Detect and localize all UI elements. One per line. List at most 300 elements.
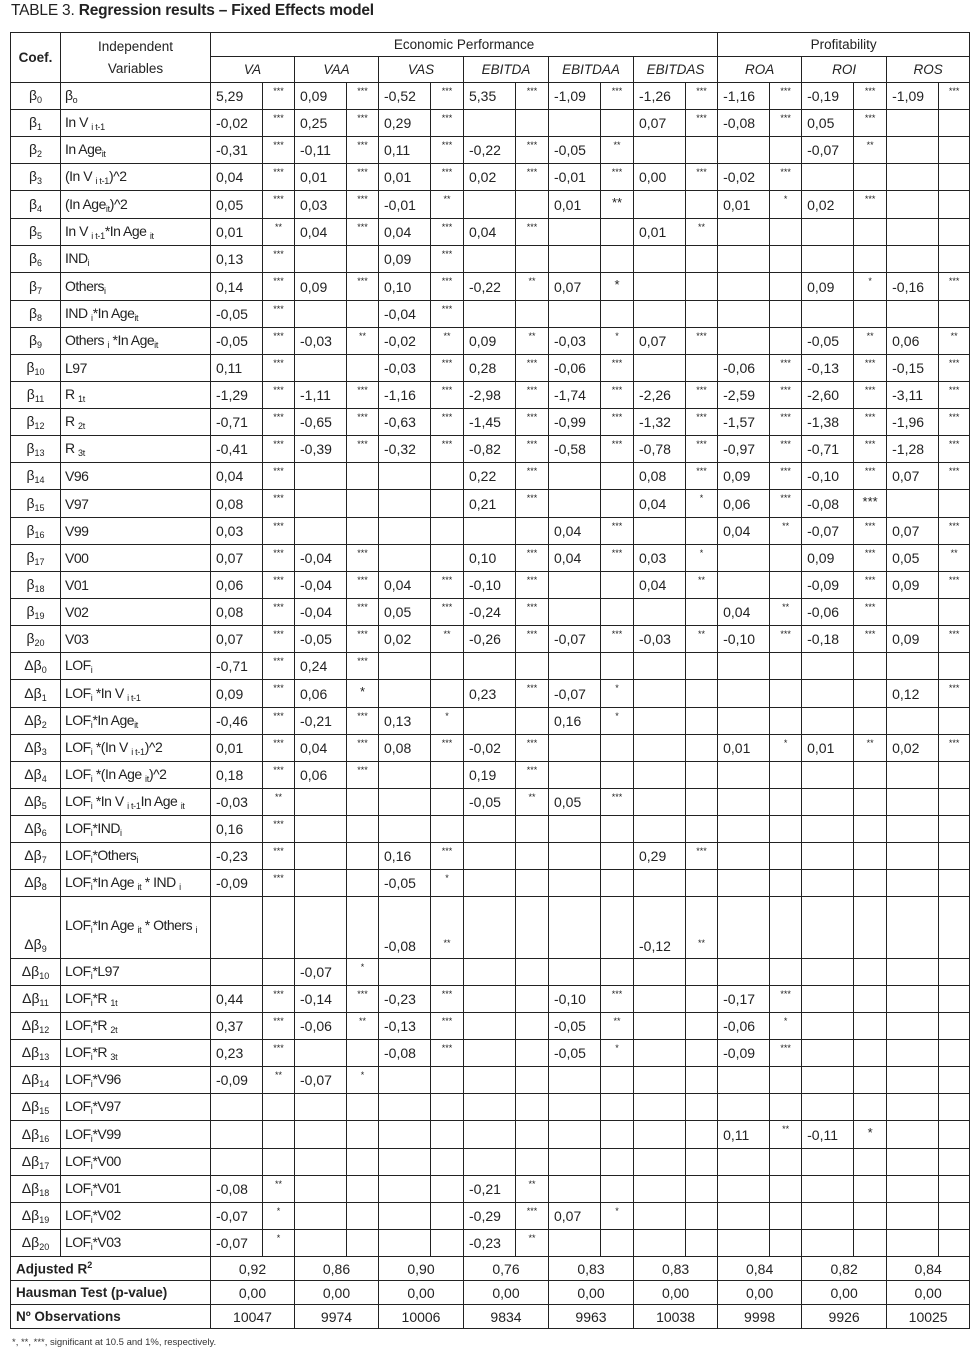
coefficient-value-ebitdaa: -0,03 — [549, 328, 601, 355]
coefficient-value-ebitda — [464, 653, 516, 680]
table-row — [11, 1149, 970, 1176]
significance-stars-vaa — [347, 518, 379, 545]
column-header-vaa: VAA — [295, 57, 379, 83]
significance-stars-vas — [431, 653, 464, 680]
coefficient-value-roi: 0,02 — [802, 191, 854, 219]
variable-subscript: it — [180, 801, 185, 811]
coef-cell — [11, 301, 61, 328]
variable-text: LOF — [65, 1180, 91, 1196]
significance-stars-vas: *** — [431, 1040, 464, 1067]
coefficient-value-va: 0,09 — [211, 680, 263, 708]
coef-subscript: 9 — [41, 944, 47, 954]
coefficient-value-ros — [887, 1121, 939, 1149]
coef-subscript: 17 — [34, 557, 45, 567]
coef-subscript: 6 — [41, 828, 47, 838]
coefficient-value-vaa: 0,04 — [295, 735, 347, 762]
coefficient-value-roi: -0,06 — [802, 599, 854, 626]
coefficient-value-ros: -1,09 — [887, 83, 939, 110]
coefficient-value-vas — [379, 1176, 431, 1203]
coefficient-value-ebitdaa: -0,99 — [549, 409, 601, 436]
coefficient-value-ros — [887, 110, 939, 137]
significance-stars-vaa: *** — [347, 653, 379, 680]
coef-symbol: Δβ — [21, 1180, 40, 1196]
coefficient-value-va: 0,07 — [211, 545, 263, 572]
variable-cell — [61, 490, 211, 518]
coefficient-value-ros — [887, 897, 939, 959]
significance-stars-ebitda — [516, 843, 549, 870]
variable-text: V03 — [65, 631, 89, 647]
significance-stars-ros — [939, 1176, 970, 1203]
significance-stars-roi — [854, 762, 887, 789]
coefficient-value-ebitdaa — [549, 219, 601, 246]
significance-stars-ebitdaa — [601, 653, 634, 680]
coefficient-value-ros: 0,07 — [887, 463, 939, 490]
significance-stars-ros — [939, 653, 970, 680]
coefficient-value-ebitda: -2,98 — [464, 382, 516, 409]
variable-text: R — [65, 386, 78, 402]
coefficient-value-vaa: 0,03 — [295, 191, 347, 219]
significance-stars-ebitda — [516, 816, 549, 843]
variable-subscript: i — [136, 855, 139, 865]
coef-symbol: β — [28, 223, 38, 239]
coefficient-value-va: -0,23 — [211, 843, 263, 870]
coefficient-value-roa: -0,08 — [718, 110, 770, 137]
significance-stars-va: *** — [263, 382, 295, 409]
coefficient-value-roa: 0,01 — [718, 191, 770, 219]
significance-stars-ebitda: *** — [516, 490, 549, 518]
significance-stars-va: *** — [263, 301, 295, 328]
coefficient-value-ebitdas: 0,07 — [634, 110, 686, 137]
variable-subscript: i — [90, 998, 93, 1008]
variable-subscript: it — [105, 203, 110, 214]
coefficient-value-vas: 0,04 — [379, 572, 431, 599]
variable-text: β — [65, 87, 73, 103]
significance-stars-ebitdas: *** — [686, 110, 718, 137]
coefficient-value-ebitdas — [634, 1040, 686, 1067]
coef-cell — [11, 599, 61, 626]
coefficient-value-roi — [802, 1094, 854, 1121]
coefficient-value-vas: -0,63 — [379, 409, 431, 436]
coefficient-value-va: 0,07 — [211, 626, 263, 653]
coefficient-value-va: 0,06 — [211, 572, 263, 599]
coefficient-value-ebitdaa: -0,01 — [549, 164, 601, 191]
coefficient-value-vaa — [295, 490, 347, 518]
significance-stars-vaa: ** — [347, 328, 379, 355]
coefficient-value-va: -0,09 — [211, 870, 263, 897]
variable-subscript: i — [90, 1133, 93, 1144]
coefficient-value-vas: 0,02 — [379, 626, 431, 653]
significance-stars-ros — [939, 191, 970, 219]
table-row — [11, 986, 970, 1013]
variable-text: *R — [92, 1044, 111, 1060]
significance-stars-roa: *** — [770, 986, 802, 1013]
coefficient-value-roi — [802, 897, 854, 959]
variable-subscript: it — [137, 882, 142, 892]
table-row — [11, 328, 970, 355]
coefficient-value-vas: -0,52 — [379, 83, 431, 110]
coef-subscript: 7 — [37, 285, 43, 296]
coefficient-value-roa: -0,17 — [718, 986, 770, 1013]
significance-stars-vas: *** — [431, 110, 464, 137]
coefficient-value-vaa: -0,04 — [295, 545, 347, 572]
coefficient-value-roi — [802, 959, 854, 986]
significance-stars-vaa: *** — [347, 735, 379, 762]
coefficient-value-va: -0,31 — [211, 137, 263, 164]
variable-text: *Others — [92, 847, 137, 863]
variable-text: LOF — [65, 766, 91, 782]
significance-stars-va: *** — [263, 986, 295, 1013]
variable-subscript: it — [134, 720, 138, 730]
significance-stars-vas — [431, 959, 464, 986]
coefficient-value-vas: 0,09 — [379, 246, 431, 273]
coef-cell — [11, 355, 61, 382]
significance-stars-vas — [431, 490, 464, 518]
significance-stars-ebitdas — [686, 1203, 718, 1230]
coefficient-value-ros — [887, 191, 939, 219]
coefficient-value-vaa: -0,06 — [295, 1013, 347, 1040]
variable-text: *(In V — [92, 739, 132, 755]
variable-text: V01 — [65, 577, 89, 593]
coef-symbol: Δβ — [21, 1017, 40, 1033]
significance-stars-ros — [939, 1203, 970, 1230]
significance-stars-ebitda: *** — [516, 164, 549, 191]
coefficient-value-vaa: -0,04 — [295, 572, 347, 599]
significance-stars-ebitdaa: *** — [601, 436, 634, 463]
coefficient-value-roa — [718, 1094, 770, 1121]
significance-stars-vas — [431, 463, 464, 490]
significance-stars-ebitda — [516, 301, 549, 328]
coefficient-value-roa — [718, 545, 770, 572]
coefficient-value-roa — [718, 653, 770, 680]
coefficient-value-roi — [802, 1149, 854, 1176]
significance-stars-vas: *** — [431, 219, 464, 246]
significance-stars-va: *** — [263, 83, 295, 110]
significance-stars-va: *** — [263, 246, 295, 273]
coef-subscript: 5 — [41, 801, 47, 811]
coefficient-value-roi: -0,07 — [802, 137, 854, 164]
significance-stars-ebitdas: ** — [686, 572, 718, 599]
variable-subscript: i — [90, 855, 93, 865]
significance-stars-roi — [854, 301, 887, 328]
coef-symbol: β — [26, 549, 35, 565]
significance-stars-va: *** — [263, 164, 295, 191]
coefficient-value-roa — [718, 328, 770, 355]
significance-stars-ros — [939, 816, 970, 843]
significance-stars-ebitdaa: * — [601, 328, 634, 355]
significance-stars-ebitdas — [686, 1094, 718, 1121]
stats-value-vaa: 0,86 — [295, 1257, 379, 1281]
coefficient-value-roi: -0,13 — [802, 355, 854, 382]
coefficient-value-roa: -0,06 — [718, 355, 770, 382]
coefficient-value-va: -0,07 — [211, 1230, 263, 1257]
variable-text: *In Age — [92, 874, 138, 890]
coefficient-value-vas: 0,29 — [379, 110, 431, 137]
coefficient-value-ros: 0,07 — [887, 518, 939, 545]
significance-stars-ebitdas — [686, 789, 718, 816]
significance-stars-vas — [431, 789, 464, 816]
coef-subscript: 12 — [34, 421, 45, 431]
significance-stars-roa: *** — [770, 355, 802, 382]
coefficient-value-roa — [718, 572, 770, 599]
variable-text: )^2 — [148, 766, 167, 782]
coefficient-value-vas: 0,04 — [379, 219, 431, 246]
significance-stars-va — [263, 1094, 295, 1121]
coefficient-value-roa: -0,97 — [718, 436, 770, 463]
coefficient-value-ebitdaa — [549, 1121, 601, 1149]
coef-cell — [11, 1121, 61, 1149]
significance-stars-roi — [854, 1203, 887, 1230]
significance-stars-vaa: *** — [347, 572, 379, 599]
significance-stars-roi — [854, 1013, 887, 1040]
column-header-ebitda: EBITDA — [464, 57, 549, 83]
coef-subscript: 17 — [39, 1161, 50, 1171]
coef-symbol: Δβ — [21, 1234, 40, 1250]
coefficient-value-ebitdaa — [549, 959, 601, 986]
stats-value-roi: 9926 — [802, 1305, 887, 1329]
coef-symbol: β — [28, 87, 38, 103]
coefficient-value-vas: -0,05 — [379, 870, 431, 897]
variable-cell — [61, 436, 211, 463]
significance-stars-roi — [854, 897, 887, 959]
variable-subscript: i — [90, 828, 93, 838]
significance-stars-ros — [939, 110, 970, 137]
variable-text: *V96 — [92, 1071, 121, 1087]
significance-stars-ebitdaa — [601, 246, 634, 273]
column-header-ebitdaa: EBITDAA — [549, 57, 634, 83]
coef-subscript: 19 — [39, 1215, 50, 1225]
significance-stars-roa — [770, 1149, 802, 1176]
coef-symbol: Δβ — [21, 1125, 40, 1142]
stats-value-roa: 0,84 — [718, 1257, 802, 1281]
significance-stars-ebitda — [516, 959, 549, 986]
significance-stars-ebitdaa: ** — [601, 137, 634, 164]
coef-subscript: 14 — [34, 475, 45, 485]
significance-stars-roa — [770, 1094, 802, 1121]
variable-text: *L97 — [92, 963, 120, 979]
variable-text: *V97 — [92, 1098, 121, 1114]
coef-symbol: β — [28, 141, 38, 157]
significance-stars-vaa: *** — [347, 110, 379, 137]
coefficient-value-vaa: -0,07 — [295, 1067, 347, 1094]
significance-stars-ebitdas — [686, 762, 718, 789]
significance-stars-ros: *** — [939, 572, 970, 599]
variable-subscript: o — [72, 95, 78, 105]
significance-stars-roi — [854, 708, 887, 735]
variable-cell — [61, 1121, 211, 1149]
coefficient-value-ebitdaa: -0,06 — [549, 355, 601, 382]
coefficient-value-ebitdaa — [549, 1230, 601, 1257]
coefficient-value-ebitda: -0,05 — [464, 789, 516, 816]
significance-stars-ebitdaa: ** — [601, 1013, 634, 1040]
stats-value-ros: 0,84 — [887, 1257, 970, 1281]
coefficient-value-ros — [887, 762, 939, 789]
significance-stars-ros — [939, 986, 970, 1013]
variable-subscript: i t-1 — [91, 231, 105, 241]
coef-cell — [11, 1094, 61, 1121]
coefficient-value-ebitdas — [634, 653, 686, 680]
significance-stars-roa: *** — [770, 409, 802, 436]
variable-text: R — [65, 413, 78, 429]
coefficient-value-vaa — [295, 843, 347, 870]
significance-stars-ebitdas — [686, 986, 718, 1013]
significance-stars-ros: *** — [939, 735, 970, 762]
coefficient-value-vas — [379, 959, 431, 986]
significance-stars-vas: ** — [431, 897, 464, 959]
variable-cell — [61, 816, 211, 843]
significance-stars-ebitdaa — [601, 110, 634, 137]
variable-text: R — [65, 440, 78, 456]
variable-text: L97 — [65, 360, 87, 376]
significance-stars-vas — [431, 518, 464, 545]
variable-cell — [61, 110, 211, 137]
significance-stars-roi: * — [854, 273, 887, 301]
significance-stars-ros — [939, 599, 970, 626]
significance-stars-vas: *** — [431, 83, 464, 110]
coef-subscript: 13 — [34, 448, 45, 458]
coefficient-value-ros: -0,16 — [887, 273, 939, 301]
stats-value-ros: 0,00 — [887, 1281, 970, 1305]
coef-symbol: Δβ — [24, 847, 42, 863]
coefficient-value-roa: -1,57 — [718, 409, 770, 436]
table-row — [11, 273, 970, 301]
coefficient-value-ros — [887, 164, 939, 191]
header-variables-line2: Variables — [107, 60, 164, 76]
coefficient-value-vaa — [295, 518, 347, 545]
coef-subscript: 1 — [37, 122, 43, 132]
significance-stars-ebitda: *** — [516, 680, 549, 708]
variable-text: LOF — [65, 1207, 91, 1223]
coef-cell — [11, 870, 61, 897]
table-row — [11, 816, 970, 843]
coefficient-value-ebitdas — [634, 1013, 686, 1040]
coef-symbol: Δβ — [21, 1153, 40, 1169]
significance-stars-ebitda: *** — [516, 219, 549, 246]
coefficient-value-ebitdas: -0,78 — [634, 436, 686, 463]
significance-stars-ebitdas — [686, 301, 718, 328]
coefficient-value-ebitdaa — [549, 762, 601, 789]
coefficient-value-ebitda — [464, 1094, 516, 1121]
significance-stars-roi — [854, 789, 887, 816]
coefficient-value-ebitdas: 0,01 — [634, 219, 686, 246]
significance-stars-roa — [770, 843, 802, 870]
coefficient-value-roi — [802, 1013, 854, 1040]
coefficient-value-vaa: -1,11 — [295, 382, 347, 409]
coefficient-value-va: -0,07 — [211, 1203, 263, 1230]
coefficient-value-vaa: 0,09 — [295, 273, 347, 301]
coef-symbol: β — [26, 386, 35, 402]
coef-symbol: β — [26, 359, 35, 375]
coefficient-value-vas: -0,02 — [379, 328, 431, 355]
table-row — [11, 83, 970, 110]
significance-stars-vas — [431, 1067, 464, 1094]
significance-stars-ebitdaa — [601, 843, 634, 870]
significance-stars-ebitda: *** — [516, 355, 549, 382]
coefficient-value-ebitda — [464, 843, 516, 870]
coefficient-value-vas — [379, 816, 431, 843]
significance-stars-ebitdaa: * — [601, 1203, 634, 1230]
coefficient-value-roa — [718, 762, 770, 789]
variable-subscript: i — [107, 340, 110, 350]
variable-text: *V00 — [92, 1153, 121, 1169]
coef-cell — [11, 191, 61, 219]
variable-text: In Age — [140, 793, 181, 809]
variable-text: In V — [65, 223, 92, 239]
significance-stars-vas: *** — [431, 735, 464, 762]
table-row — [11, 301, 970, 328]
coefficient-value-vas — [379, 1121, 431, 1149]
coefficient-value-ros — [887, 246, 939, 273]
coef-subscript: 2 — [37, 149, 43, 159]
significance-stars-ebitdas — [686, 1040, 718, 1067]
variable-text: (In Age — [65, 195, 106, 212]
coefficient-value-vas: -0,13 — [379, 1013, 431, 1040]
variable-subscript: i t-1 — [91, 122, 105, 132]
coefficient-value-ebitdas: 0,03 — [634, 545, 686, 572]
coefficient-value-ebitdaa: -1,09 — [549, 83, 601, 110]
significance-stars-ebitdas — [686, 1121, 718, 1149]
coefficient-value-roa — [718, 897, 770, 959]
coefficient-value-vas — [379, 518, 431, 545]
table-row — [11, 762, 970, 789]
variable-cell — [61, 382, 211, 409]
table-row — [11, 409, 970, 436]
stats-value-ebitdaa: 0,00 — [549, 1281, 634, 1305]
coefficient-value-ebitda — [464, 110, 516, 137]
coefficient-value-ebitdaa — [549, 653, 601, 680]
significance-stars-vas: *** — [431, 986, 464, 1013]
significance-stars-roi — [854, 680, 887, 708]
coef-cell — [11, 518, 61, 545]
coefficient-value-roa: -1,16 — [718, 83, 770, 110]
coefficient-value-ebitdas: 0,07 — [634, 328, 686, 355]
significance-stars-va: *** — [263, 816, 295, 843]
significance-stars-roi — [854, 1067, 887, 1094]
stats-value-ros: 10025 — [887, 1305, 970, 1329]
coef-subscript: 12 — [39, 1025, 50, 1035]
variable-text: LOF — [65, 1044, 91, 1060]
significance-stars-ebitda: ** — [516, 328, 549, 355]
header-variables-line1: Independent — [97, 38, 174, 54]
coef-symbol: Δβ — [24, 793, 42, 809]
coefficient-value-ebitda: -1,45 — [464, 409, 516, 436]
coefficient-value-vaa: 0,06 — [295, 680, 347, 708]
coefficient-value-roa — [718, 789, 770, 816]
coefficient-value-roi: 0,09 — [802, 273, 854, 301]
coefficient-value-ebitdaa — [549, 1176, 601, 1203]
significance-stars-roa: *** — [770, 164, 802, 191]
significance-stars-vas: *** — [431, 301, 464, 328]
significance-stars-roi: *** — [854, 355, 887, 382]
coef-subscript: 13 — [39, 1052, 50, 1062]
significance-stars-roi: *** — [854, 599, 887, 626]
coefficient-value-ros — [887, 1230, 939, 1257]
coefficient-value-va: 0,23 — [211, 1040, 263, 1067]
coefficient-value-ebitdaa: 0,07 — [549, 273, 601, 301]
stats-row — [11, 1305, 970, 1329]
significance-stars-va: * — [263, 1203, 295, 1230]
variable-text: LOF — [65, 820, 91, 836]
table-row — [11, 219, 970, 246]
coefficient-value-ebitdaa — [549, 463, 601, 490]
coef-symbol: Δβ — [24, 684, 42, 701]
significance-stars-vas — [431, 1149, 464, 1176]
significance-stars-roi — [854, 246, 887, 273]
coefficient-value-ebitda: -0,24 — [464, 599, 516, 626]
significance-stars-ebitdas — [686, 518, 718, 545]
coefficient-value-ros — [887, 1040, 939, 1067]
coef-subscript: 10 — [34, 367, 45, 377]
variable-subscript: 3t — [110, 1052, 118, 1062]
